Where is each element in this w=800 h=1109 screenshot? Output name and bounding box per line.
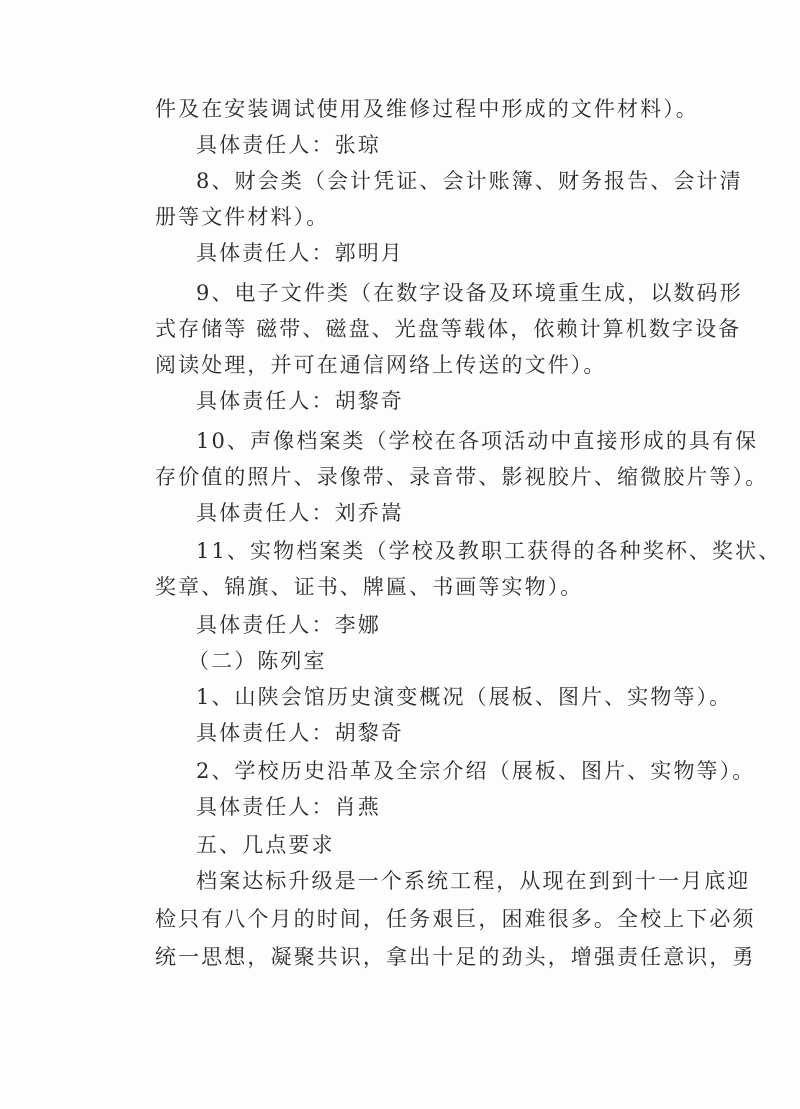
responsible-person-line: 具体责任人：胡黎奇 bbox=[196, 721, 404, 745]
text-line: 档案达标升级是一个系统工程，从现在到到十一月底迎 bbox=[196, 869, 751, 893]
responsible-person-line: 具体责任人：李娜 bbox=[196, 613, 381, 637]
text-line: 10、声像档案类（学校在各项活动中直接形成的具有保 bbox=[196, 429, 759, 453]
text-line: 检只有八个月的时间，任务艰巨，困难很多。全校上下必须 bbox=[155, 907, 756, 931]
text-line: 奖章、锦旗、证书、牌匾、书画等实物）。 bbox=[155, 575, 584, 599]
text-line: 阅读处理，并可在通信网络上传送的文件）。 bbox=[155, 353, 607, 377]
text-line: 1、山陕会馆历史演变概况（展板、图片、实物等）。 bbox=[196, 685, 733, 709]
text-line: 统一思想，凝聚共识，拿出十足的劲头，增强责任意识，勇 bbox=[155, 945, 756, 969]
text-line: 存价值的照片、录像带、录音带、影视胶片、缩微胶片等）。 bbox=[155, 465, 769, 489]
text-line: 11、实物档案类（学校及教职工获得的各种奖杯、奖状、 bbox=[196, 539, 782, 563]
responsible-person-line: 具体责任人：张琼 bbox=[196, 133, 381, 157]
text-line: 2、学校历史沿革及全宗介绍（展板、图片、实物等）。 bbox=[196, 759, 756, 783]
text-line: 件及在安装调试使用及维修过程中形成的文件材料）。 bbox=[155, 97, 699, 121]
responsible-person-line: 具体责任人：郭明月 bbox=[196, 241, 404, 265]
responsible-person-line: 具体责任人：肖燕 bbox=[196, 795, 381, 819]
responsible-person-line: 具体责任人：刘乔嵩 bbox=[196, 501, 404, 525]
section-heading: 五、几点要求 bbox=[196, 833, 335, 857]
text-line: 8、财会类（会计凭证、会计账簿、财务报告、会计清 bbox=[196, 169, 743, 193]
text-line: 9、电子文件类（在数字设备及环境重生成，以数码形 bbox=[196, 281, 743, 305]
responsible-person-line: 具体责任人：胡黎奇 bbox=[196, 389, 404, 413]
text-line: 册等文件材料）。 bbox=[155, 205, 330, 229]
section-heading: （二）陈列室 bbox=[188, 649, 327, 673]
text-line: 式存储等 磁带、磁盘、光盘等载体，依赖计算机数字设备 bbox=[155, 317, 742, 341]
